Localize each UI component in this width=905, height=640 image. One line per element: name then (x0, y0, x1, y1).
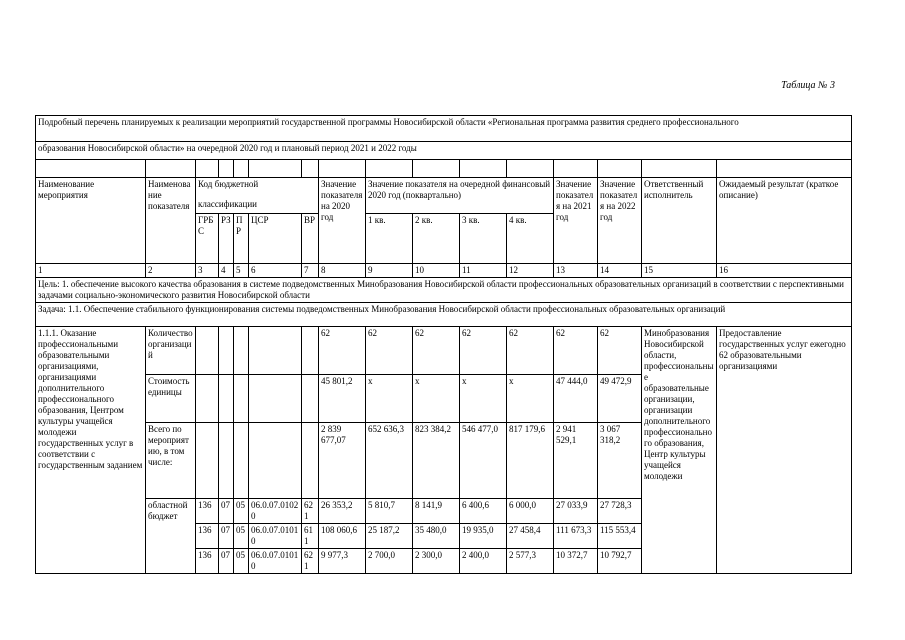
header-q2: 2 кв. (413, 214, 460, 264)
title-line-1: Подробный перечень планируемых к реализации мероприятий государственной программы Новосибирской области «Региональная программа развития среднего профессионального (36, 116, 852, 142)
colnum: 10 (413, 264, 460, 278)
colnum: 1 (36, 264, 146, 278)
value-cell: 62 (554, 327, 598, 375)
value-cell: 3 067 318,2 (598, 423, 642, 499)
value-cell: 2 300,0 (413, 549, 460, 574)
value-cell: 2 577,3 (507, 549, 554, 574)
header-indicator: Наименование показателя (146, 178, 196, 264)
code-cell: 07 (219, 524, 234, 549)
value-cell: 45 801,2 (319, 375, 366, 423)
header-expected: Ожидаемый результат (краткое описание) (717, 178, 852, 264)
value-cell: 2 839 677,07 (319, 423, 366, 499)
colnum: 8 (319, 264, 366, 278)
colnum: 5 (234, 264, 249, 278)
code-cell: 621 (302, 499, 319, 524)
header-2021: Значение показателя на 2021 год (554, 178, 598, 264)
expected-cell: Предоставление государственных услуг ежегодно 62 образовательными организациями (717, 327, 852, 574)
value-cell: 817 179,6 (507, 423, 554, 499)
regional-budget-label: областной бюджет (146, 499, 196, 574)
header-budget-code: Код бюджетной (196, 178, 319, 198)
value-cell: 62 (598, 327, 642, 375)
colnum: 2 (146, 264, 196, 278)
value-cell: 27 033,9 (554, 499, 598, 524)
indicator-label: Количество организаций (146, 327, 196, 375)
value-cell: 26 353,2 (319, 499, 366, 524)
indicator-label: Стоимость единицы (146, 375, 196, 423)
value-cell: 25 187,2 (366, 524, 413, 549)
header-2022: Значение показателя на 2022 год (598, 178, 642, 264)
colnum: 6 (249, 264, 302, 278)
value-cell: 2 400,0 (460, 549, 507, 574)
header-q1: 1 кв. (366, 214, 413, 264)
header-grbs: ГРБС (196, 214, 219, 264)
task-row: Задача: 1.1. Обеспечение стабильного функционирования системы подведомственных Минобразования Новосибирской области профессиональных образовательных организаций (36, 303, 852, 327)
value-cell: x (507, 375, 554, 423)
code-cell: 05 (234, 524, 249, 549)
value-cell: 546 477,0 (460, 423, 507, 499)
code-cell: 05 (234, 499, 249, 524)
indicator-label: Всего по мероприятию, в том числе: (146, 423, 196, 499)
value-cell: 62 (319, 327, 366, 375)
code-cell: 611 (302, 524, 319, 549)
responsible-cell: Минобразования Новосибирской области, профессиональные образовательные организации, организации дополнительного профессионального образования, Центр культуры учащейся молодежи (642, 327, 717, 574)
value-cell: 62 (507, 327, 554, 375)
value-cell: 19 935,0 (460, 524, 507, 549)
header-rz: РЗ (219, 214, 234, 264)
colnum: 13 (554, 264, 598, 278)
activities-table (35, 115, 852, 574)
table-number: Таблица № 3 (781, 80, 835, 91)
header-responsible: Ответственный исполнитель (642, 178, 717, 264)
header-q4: 4 кв. (507, 214, 554, 264)
value-cell: 47 444,0 (554, 375, 598, 423)
code-cell: 06.0.07.01010 (249, 549, 302, 574)
activity-name: 1.1.1. Оказание профессиональными образовательными организациями, организациями дополнительного профессионального образования, Центром культуры учащейся молодежи государственных услуг в соответствии с государственным заданием (36, 327, 146, 574)
value-cell: 27 458,4 (507, 524, 554, 549)
title-line-2: образования Новосибирской области» на очередной 2020 год и плановый период 2021 и 2022 годы (36, 142, 852, 160)
colnum: 11 (460, 264, 507, 278)
value-cell: 2 700,0 (366, 549, 413, 574)
header-q3: 3 кв. (460, 214, 507, 264)
value-cell: 35 480,0 (413, 524, 460, 549)
value-cell: 27 728,3 (598, 499, 642, 524)
value-cell: 10 372,7 (554, 549, 598, 574)
value-cell: 8 141,9 (413, 499, 460, 524)
value-cell: 2 941 529,1 (554, 423, 598, 499)
value-cell: 115 553,4 (598, 524, 642, 549)
colnum: 14 (598, 264, 642, 278)
header-vr: ВР (302, 214, 319, 264)
value-cell: 62 (366, 327, 413, 375)
value-cell: 62 (460, 327, 507, 375)
header-csr: ЦСР (249, 214, 302, 264)
colnum: 9 (366, 264, 413, 278)
value-cell: 9 977,3 (319, 549, 366, 574)
code-cell: 07 (219, 499, 234, 524)
value-cell: 111 673,3 (554, 524, 598, 549)
value-cell: x (366, 375, 413, 423)
code-cell: 136 (196, 524, 219, 549)
colnum: 15 (642, 264, 717, 278)
colnum: 7 (302, 264, 319, 278)
code-cell: 136 (196, 549, 219, 574)
header-quarterly: Значение показателя на очередной финансовый 2020 год (поквартально) (366, 178, 554, 214)
code-cell: 136 (196, 499, 219, 524)
value-cell: 49 472,9 (598, 375, 642, 423)
goal-row: Цель: 1. обеспечение высокого качества образования в системе подведомственных Минобразования Новосибирской области профессиональных образовательных организаций в соответствии с перспективными задачами социально-экономического развития Новосибирской области (36, 278, 852, 303)
value-cell: 5 810,7 (366, 499, 413, 524)
value-cell: x (460, 375, 507, 423)
colnum: 16 (717, 264, 852, 278)
value-cell: 823 384,2 (413, 423, 460, 499)
header-name: Наименование мероприятия (36, 178, 146, 264)
code-cell: 07 (219, 549, 234, 574)
header-2020: Значение показателя на 2020 год (319, 178, 366, 264)
header-budget-code-2: классификации (196, 198, 319, 214)
value-cell: 6 000,0 (507, 499, 554, 524)
value-cell: 108 060,6 (319, 524, 366, 549)
value-cell: 6 400,6 (460, 499, 507, 524)
code-cell: 621 (302, 549, 319, 574)
value-cell: x (413, 375, 460, 423)
value-cell: 10 792,7 (598, 549, 642, 574)
value-cell: 652 636,3 (366, 423, 413, 499)
colnum: 12 (507, 264, 554, 278)
code-cell: 06.0.07.01020 (249, 499, 302, 524)
colnum: 3 (196, 264, 219, 278)
value-cell: 62 (413, 327, 460, 375)
code-cell: 05 (234, 549, 249, 574)
colnum: 4 (219, 264, 234, 278)
code-cell: 06.0.07.01010 (249, 524, 302, 549)
header-pr: ПР (234, 214, 249, 264)
